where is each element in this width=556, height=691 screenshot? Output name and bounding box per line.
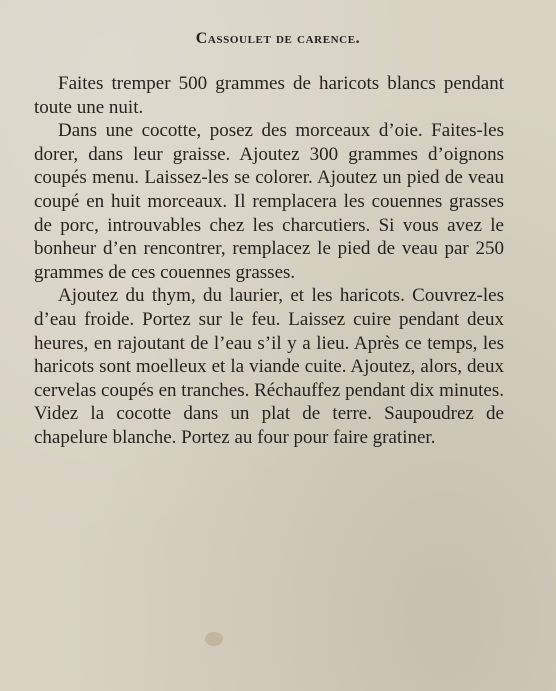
recipe-title: Cassoulet de carence. [195, 30, 361, 47]
paragraph-brown-goose: Dans une cocotte, posez des morceaux d’oie. Faites-les dorer, dans leur graisse. Ajoutez 300 grammes d’oignons coupés menu. Laissez-les se colorer. Ajoutez un pied de veau coupé en huit morceaux. Il remplacera les couennes grasses de porc, introuvables chez les charcutiers. Si vous avez le bonheur d’en rencontrer, remplacez le pied de veau par 250 grammes de ces couennes grasses. [34, 120, 504, 283]
paper-stain [205, 632, 223, 646]
recipe-body [34, 72, 504, 450]
paragraph-soak-beans: Faites tremper 500 grammes de haricots blancs pendant toute une nuit. [34, 73, 504, 118]
paragraph-cook-and-gratin: Ajoutez du thym, du laurier, et les haricots. Couvrez-les d’eau froide. Portez sur le feu. Laissez cuire pendant deux heures, en rajoutant de l’eau s’il y a lieu. Après ce temps, les haricots sont moelleux et la viande cuite. Ajoutez, alors, deux cervelas coupés en tranches. Réchauffez pendant dix minutes. Videz la cocotte dans un plat de terre. Saupoudrez de chapelure blanche. Portez au four pour faire gratiner. [34, 285, 504, 448]
